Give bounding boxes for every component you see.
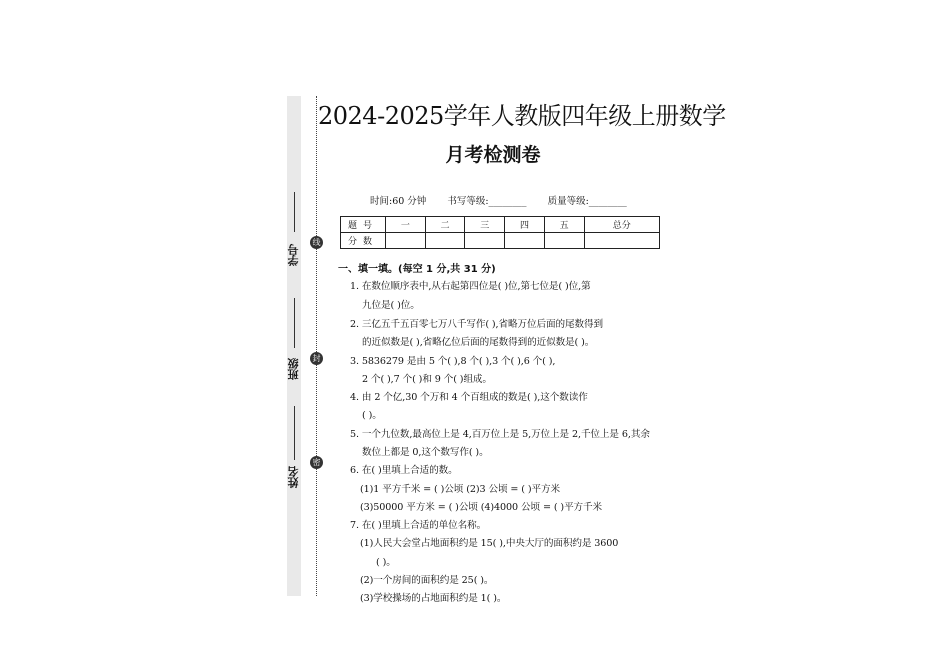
question-line: 5. 一个九位数,最高位上是 4,百万位上是 5,万位上是 2,千位上是 6,其余 bbox=[350, 429, 650, 440]
score-header-cell: 五 bbox=[544, 217, 584, 233]
score-header-cell: 总分 bbox=[584, 217, 659, 233]
seal-mark-seal: 封 bbox=[310, 352, 323, 365]
writing-grade-field[interactable]: 书写等级:________ bbox=[447, 196, 527, 207]
seal-mark-secret: 密 bbox=[310, 456, 323, 469]
question-line: 数位上都是 0,这个数写作( )。 bbox=[362, 447, 489, 458]
question-line: 4. 由 2 个亿,30 个万和 4 个百组成的数是( ),这个数读作 bbox=[350, 392, 588, 403]
student-no-label: 学号 bbox=[287, 244, 300, 266]
question-line: (3)50000 平方米 = ( )公顷 (4)4000 公顷 = ( )平方千米 bbox=[360, 502, 603, 513]
question-line: (2)一个房间的面积约是 25( )。 bbox=[360, 575, 494, 586]
score-header-cell: 二 bbox=[425, 217, 465, 233]
class-underline[interactable] bbox=[294, 298, 295, 348]
score-cell[interactable] bbox=[505, 233, 545, 249]
question-line: 1. 在数位顺序表中,从右起第四位是( )位,第七位是( )位,第 bbox=[350, 281, 591, 292]
score-cell[interactable] bbox=[465, 233, 505, 249]
question-line: (1)1 平方千米 = ( )公顷 (2)3 公顷 = ( )平方米 bbox=[360, 484, 561, 495]
section-1-heading: 一、填一填。(每空 1 分,共 31 分) bbox=[338, 264, 496, 275]
score-header-cell: 一 bbox=[386, 217, 426, 233]
score-table-value-row bbox=[341, 233, 660, 249]
question-line: 6. 在( )里填上合适的数。 bbox=[350, 465, 458, 476]
question-line: 2 个( ),7 个( )和 9 个( )组成。 bbox=[362, 374, 492, 385]
binding-dotted-line bbox=[316, 96, 317, 596]
score-cell[interactable] bbox=[425, 233, 465, 249]
score-header-cell: 三 bbox=[465, 217, 505, 233]
question-line: (1)人民大会堂占地面积约是 15( ),中央大厅的面积约是 3600 bbox=[360, 538, 619, 549]
score-table-header-row bbox=[341, 217, 660, 233]
question-line: 的近似数是( ),省略亿位后面的尾数得到的近似数是( )。 bbox=[362, 337, 595, 348]
score-cell[interactable] bbox=[584, 233, 659, 249]
question-line: (3)学校操场的占地面积约是 1( )。 bbox=[360, 593, 507, 604]
score-cell[interactable] bbox=[386, 233, 426, 249]
seal-mark-line: 线 bbox=[310, 236, 323, 249]
question-line: ( )。 bbox=[376, 557, 396, 568]
question-line: 2. 三亿五千五百零七万八千写作( ),省略万位后面的尾数得到 bbox=[350, 319, 603, 330]
score-header-cell: 题号 bbox=[341, 217, 386, 233]
exam-title: 2024-2025学年人教版四年级上册数学 bbox=[318, 102, 726, 130]
score-table bbox=[340, 216, 660, 249]
class-label: 班级 bbox=[287, 358, 300, 380]
quality-grade-field[interactable]: 质量等级:________ bbox=[547, 196, 627, 207]
question-line: ( )。 bbox=[362, 410, 382, 421]
score-header-cell: 四 bbox=[505, 217, 545, 233]
question-line: 7. 在( )里填上合适的单位名称。 bbox=[350, 520, 487, 531]
question-line: 3. 5836279 是由 5 个( ),8 个( ),3 个( ),6 个( ), bbox=[350, 356, 556, 367]
question-line: 九位是( )位。 bbox=[362, 300, 420, 311]
exam-meta bbox=[370, 193, 645, 207]
score-row-label: 分数 bbox=[341, 233, 386, 249]
exam-subtitle: 月考检测卷 bbox=[445, 144, 541, 166]
name-label: 姓名 bbox=[287, 466, 300, 488]
time-limit: 时间:60 分钟 bbox=[370, 196, 427, 207]
score-cell[interactable] bbox=[544, 233, 584, 249]
student-no-underline[interactable] bbox=[294, 192, 295, 232]
name-underline[interactable] bbox=[294, 406, 295, 460]
